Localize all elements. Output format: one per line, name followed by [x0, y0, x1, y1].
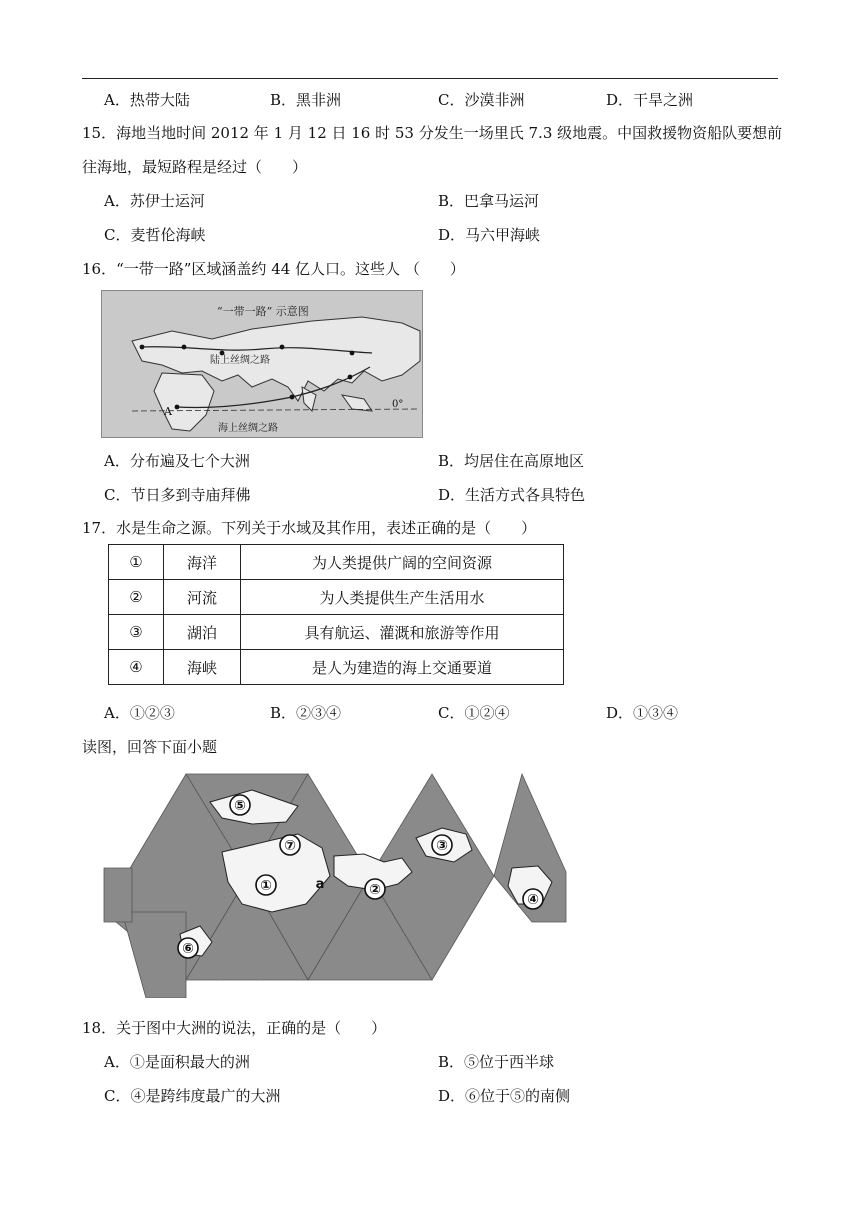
table-row — [109, 580, 564, 615]
q14-option-c[interactable]: C．沙漠非洲 — [438, 91, 525, 109]
q15-option-a[interactable]: A．苏伊士运河 — [104, 192, 205, 210]
q18-option-b[interactable]: B．⑤位于西半球 — [438, 1053, 555, 1071]
table-cell-num: ① — [109, 545, 164, 580]
q15-option-d[interactable]: D．马六甲海峡 — [438, 226, 541, 244]
continent-label-5: ⑤ — [234, 798, 246, 814]
q16-stem: 16．“一带一路”区域涵盖约 44 亿人口。这些人 （ ） — [82, 260, 465, 278]
equator-label: 0° — [392, 399, 404, 410]
table-cell-desc: 是人为建造的海上交通要道 — [241, 650, 564, 685]
table-cell-name: 海峡 — [164, 650, 241, 685]
table-cell-name: 湖泊 — [164, 615, 241, 650]
q17-stem: 17．水是生命之源。下列关于水域及其作用，表述正确的是（ ） — [82, 519, 537, 537]
table-row — [109, 650, 564, 685]
water-bodies-table — [108, 544, 564, 685]
table-cell-num: ③ — [109, 615, 164, 650]
q16-option-a[interactable]: A．分布遍及七个大洲 — [104, 452, 250, 470]
map-title: “一带一路” 示意图 — [217, 305, 309, 318]
q16-option-c[interactable]: C．节日多到寺庙拜佛 — [104, 486, 251, 504]
q17-option-b[interactable]: B．②③④ — [270, 704, 342, 722]
q14-option-d[interactable]: D．干旱之洲 — [606, 91, 694, 109]
land-route-label: 陆上丝绸之路 — [210, 355, 270, 366]
table-cell-name: 河流 — [164, 580, 241, 615]
q16-option-b[interactable]: B．均居住在高原地区 — [438, 452, 585, 470]
q14-option-a[interactable]: A．热带大陆 — [104, 91, 190, 109]
q17-option-a[interactable]: A．①②③ — [104, 704, 175, 722]
q18-option-d[interactable]: D．⑥位于⑤的南侧 — [438, 1087, 571, 1105]
table-cell-desc: 为人类提供广阔的空间资源 — [241, 545, 564, 580]
q18-option-c[interactable]: C．④是跨纬度最广的大洲 — [104, 1087, 281, 1105]
q18-option-a[interactable]: A．①是面积最大的洲 — [104, 1053, 250, 1071]
q15-option-b[interactable]: B．巴拿马运河 — [438, 192, 540, 210]
continent-label-6: ⑥ — [182, 941, 194, 957]
table-cell-desc: 具有航运、灌溉和旅游等作用 — [241, 615, 564, 650]
q18-stem: 18．关于图中大洲的说法，正确的是（ ） — [82, 1019, 387, 1037]
table-row — [109, 615, 564, 650]
continent-label-2: ② — [369, 882, 381, 898]
table-cell-num: ② — [109, 580, 164, 615]
q15-option-c[interactable]: C．麦哲伦海峡 — [104, 226, 206, 244]
q15-stem-line1: 15．海地当地时间 2012 年 1 月 12 日 16 时 53 分发生一场里氏 7.3 级地震。中国救援物资船队要想前 — [82, 124, 783, 142]
continent-label-3: ③ — [436, 838, 448, 854]
continent-label-1: ① — [260, 878, 272, 894]
q15-stem-line2: 往海地，最短路程是经过（ ） — [82, 158, 308, 176]
q16-option-d[interactable]: D．生活方式各具特色 — [438, 486, 586, 504]
table-cell-num: ④ — [109, 650, 164, 685]
q17-option-c[interactable]: C．①②④ — [438, 704, 510, 722]
continent-label-7: ⑦ — [284, 838, 296, 854]
sea-route-label: 海上丝绸之路 — [218, 423, 278, 434]
top-rule — [82, 78, 778, 79]
table-cell-desc: 为人类提供生产生活用水 — [241, 580, 564, 615]
table-cell-name: 海洋 — [164, 545, 241, 580]
point-a-label: A — [164, 405, 172, 418]
q14-option-b[interactable]: B．黑非洲 — [270, 91, 342, 109]
read-prompt: 读图，回答下面小题 — [82, 738, 218, 756]
world-map — [102, 772, 568, 998]
belt-road-map — [101, 290, 423, 438]
point-a-label: a — [315, 877, 325, 892]
q17-option-d[interactable]: D．①③④ — [606, 704, 679, 722]
continent-label-4: ④ — [527, 892, 539, 908]
table-row — [109, 545, 564, 580]
